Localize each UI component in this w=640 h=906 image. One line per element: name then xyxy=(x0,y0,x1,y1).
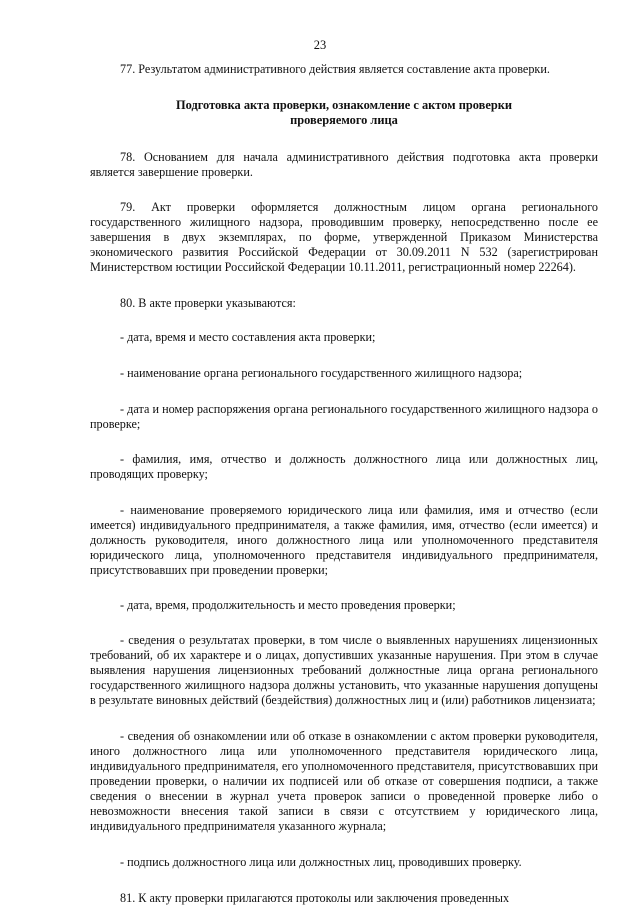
paragraph-78: 78. Основанием для начала административного действия подготовка акта проверки является завершение проверки. xyxy=(90,150,598,179)
paragraph-81: 81. К акту проверки прилагаются протоколы или заключения проведенных xyxy=(120,891,510,905)
list-item-order-number: - дата и номер распоряжения органа регионального государственного жилищного надзора о проверке; xyxy=(90,402,598,431)
list-item-acquaintance-info: - сведения об ознакомлении или об отказе в ознакомлении с актом проверки руководителя, иного должностного лица или уполномоченного представителя юридического лица, индивидуального предпринимателя, его уполномоченного представителя, присутствовавших при проведении проверки, о наличии их подписей или об отказе от совершения подписи, а также сведения о внесении в журнал учета проверок записи о проведенной проверке либо о невозможности внесения такой записи в связи с отсутствием у юридического лица, индивидуального предпринимателя указанного журнала; xyxy=(90,729,598,833)
list-item-inspection-results: - сведения о результатах проверки, в том числе о выявленных нарушениях лицензионных требований, об их характере и о лицах, допустивших указанные нарушения. При этом в случае выявления нарушения лицензионных требований должностные лица органа регионального государственного жилищного надзора должны установить, что указанные нарушения допущены в результате виновных действий (бездействия) должностных лиц и (или) работников лицензиата; xyxy=(90,633,598,707)
section-heading xyxy=(90,98,598,128)
paragraph-79: 79. Акт проверки оформляется должностным лицом органа регионального государственного жилищного надзора, проводившим проверку, непосредственно после ее завершения в двух экземплярах, по форме, утвержденной Приказом Министерства экономического развития Российской Федерации от 30.09.2011 N 532 (зарегистрирован Министерством юстиции Российской Федерации 10.11.2011, регистрационный номер 22264). xyxy=(90,200,598,274)
list-item-date-time-place: - дата, время и место составления акта проверки; xyxy=(120,330,376,344)
paragraph-77: 77. Результатом административного действия является составление акта проверки. xyxy=(120,62,550,76)
section-heading-line-1: Подготовка акта проверки, ознакомление с актом проверки xyxy=(175,98,512,112)
list-item-inspectors: - фамилия, имя, отчество и должность должностного лица или должностных лиц, проводящих проверку; xyxy=(90,452,598,481)
list-item-signature: - подпись должностного лица или должностных лиц, проводивших проверку. xyxy=(120,855,522,869)
paragraph-80: 80. В акте проверки указываются: xyxy=(120,296,296,310)
page-number: 23 xyxy=(313,38,327,52)
list-item-inspection-duration: - дата, время, продолжительность и место проведения проверки; xyxy=(120,598,456,612)
list-item-inspected-entity: - наименование проверяемого юридического лица или фамилия, имя и отчество (если имеется) индивидуального предпринимателя, а также фамилия, имя, отчество (если имеется) и должность руководителя, иного должностного лица или уполномоченного представителя юридического лица, уполномоченного представителя индивидуального предпринимателя, присутствовавших при проведении проверки; xyxy=(90,503,598,577)
list-item-authority-name: - наименование органа регионального государственного жилищного надзора; xyxy=(120,366,523,380)
section-heading-line-2: проверяемого лица xyxy=(290,113,398,127)
document-body xyxy=(90,62,598,906)
